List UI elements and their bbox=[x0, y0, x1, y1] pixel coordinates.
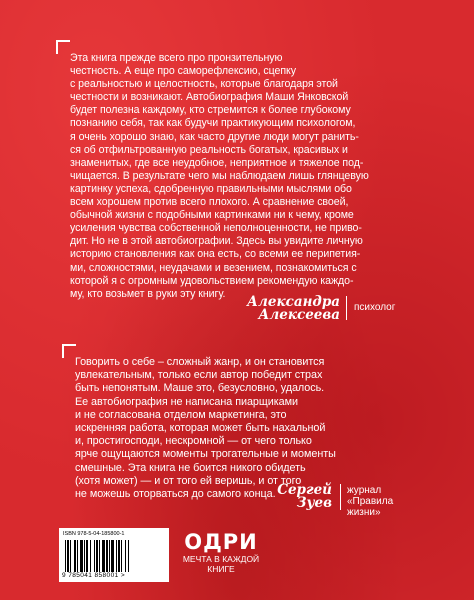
quote-line: ярче ощущаются моменты трогательные и моменты bbox=[75, 448, 336, 461]
quote-line: картинку успеха, сдобренную правильными мыслями обо bbox=[70, 182, 352, 195]
ean-number: 9 785041 858001 > bbox=[62, 572, 126, 579]
quote-line: (хотя может) — и от того ей веришь, и от того bbox=[75, 474, 302, 487]
quote-line: честность. А еще про саморефлексию, сцепку bbox=[70, 65, 296, 78]
quote-line: искренняя работа, которая может быть нахальной bbox=[75, 422, 326, 435]
publisher-name: ОДРИ bbox=[184, 530, 258, 554]
publisher-tagline bbox=[176, 555, 266, 574]
quote-line: ся об отфильтрованную реальность богатых, красивых и bbox=[70, 143, 348, 156]
author-role: психолог bbox=[354, 302, 396, 313]
quote-line: смешные. Эта книга не боится никого обидеть bbox=[75, 461, 306, 474]
role-line: жизни» bbox=[347, 507, 381, 518]
quote-line: усиления чувства собственной неполноценности, не приво- bbox=[70, 222, 362, 235]
quote-line: Говорить о себе – сложный жанр, и он становится bbox=[75, 356, 325, 368]
barcode-bars bbox=[65, 540, 163, 572]
quote-line: и не согласована отделом маркетинга, это bbox=[75, 408, 287, 421]
tagline-line: КНИГЕ bbox=[207, 563, 235, 574]
quote-line: не можешь оторваться до самого конца. bbox=[75, 488, 276, 501]
quote-line: будет полезна каждому, кто стремится к более глубокому bbox=[70, 104, 351, 117]
quote-line: быть непонятым. Маше это, безусловно, удалось. bbox=[75, 382, 325, 395]
review-author-2 bbox=[250, 484, 332, 510]
quote-line: с реальностью и целостность, которые благодаря этой bbox=[70, 78, 338, 91]
quote-line: знаменитых, где все неудобное, неприятное и тяжелое под- bbox=[70, 156, 364, 169]
quote-line: му, кто возьмет в руки эту книгу. bbox=[70, 287, 226, 300]
barcode bbox=[59, 528, 169, 582]
quote-line: которой я с огромным удовольствием рекомендую каждо- bbox=[70, 274, 354, 287]
publisher-logo bbox=[176, 531, 266, 574]
review-author-1 bbox=[212, 296, 340, 322]
author-divider bbox=[346, 296, 347, 320]
quote-bracket bbox=[62, 344, 76, 358]
author-first-name: Сергей bbox=[277, 482, 332, 498]
author-divider bbox=[340, 484, 341, 510]
quote-line: историю становления как она есть, со всеми ее перипетия- bbox=[70, 248, 361, 261]
quote-line: и, простигосподи, нескромной — от чего только bbox=[75, 435, 312, 448]
quote-line: ми, сложностями, неудачами и везением, познакомиться с bbox=[70, 261, 357, 274]
author-last-name: Алексеева bbox=[258, 307, 340, 323]
quote-line: Ее автобиография не написана пиарщиками bbox=[75, 395, 298, 408]
tagline-line: МЕЧТА В КАЖДОЙ bbox=[182, 554, 260, 564]
author-last-name: Зуев bbox=[296, 495, 332, 511]
quote-line: дит. Но не в этой автобиографии. Здесь вы увидите личную bbox=[70, 235, 363, 248]
quote-line: я очень хорошо знаю, как часто другие люди могут ранить- bbox=[70, 130, 359, 143]
author-role bbox=[347, 485, 417, 518]
quote-line: познанию себя, так как будучи практикующим психологом, bbox=[70, 117, 356, 130]
role-line: журнал bbox=[347, 485, 382, 496]
review-quote-1 bbox=[70, 52, 442, 301]
review-quote-2 bbox=[75, 356, 405, 501]
quote-line: чищается. В результате чего мы наблюдаем лишь глянцевую bbox=[70, 169, 369, 182]
quote-line: обычной жизни с подобными картинками ни к чему, кроме bbox=[70, 209, 354, 222]
quote-line: честности и возникают. Автобиография Маши Янковской bbox=[70, 91, 349, 104]
quote-line: увлекательным, только если автор победит страх bbox=[75, 369, 323, 382]
quote-line: всем хорошем против всего плохого. А сравнение своей, bbox=[70, 196, 349, 209]
author-first-name: Александра bbox=[247, 294, 340, 310]
quote-line: Эта книга прежде всего про пронзительную bbox=[70, 52, 283, 64]
quote-bracket bbox=[56, 40, 70, 54]
role-line: «Правила bbox=[347, 496, 394, 507]
isbn-number: ISBN 978-5-04-185800-1 bbox=[63, 531, 125, 537]
